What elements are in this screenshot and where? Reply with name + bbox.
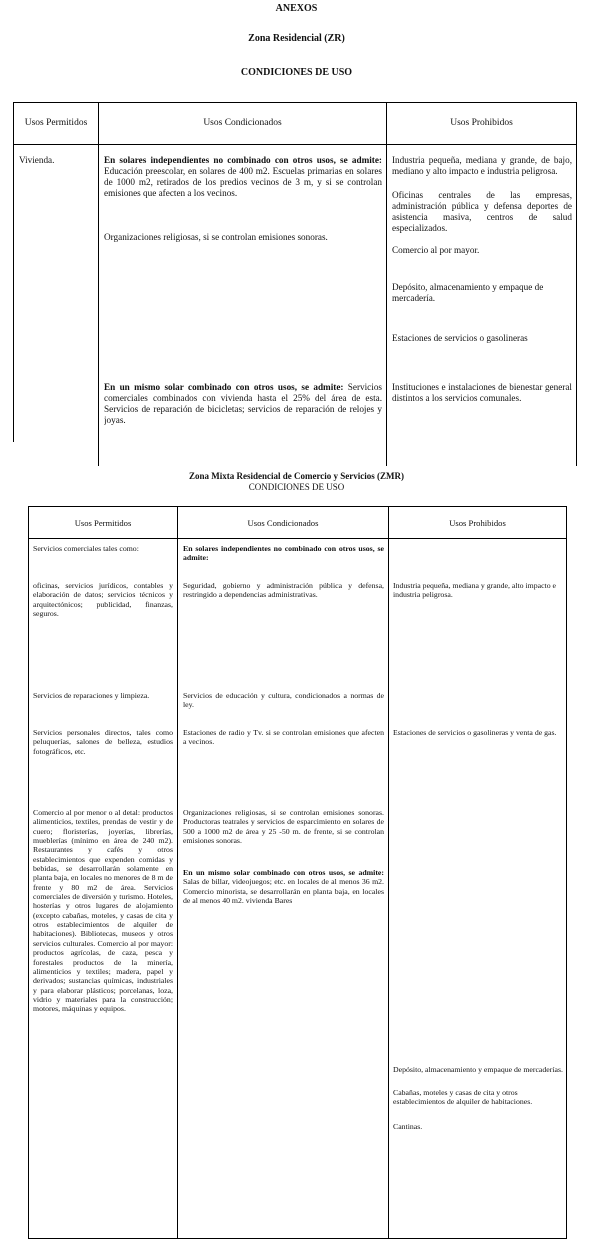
- conditions-title-1: CONDICIONES DE USO: [240, 67, 353, 78]
- header-conditioned-2: Usos Condicionados: [247, 518, 319, 528]
- permitted-item: Comercio al por menor o al detal: productos alimenticios, textiles, prendas de vestir y de cuero; floristerías, joyerías, librerías, mueblerías (mínimo en área de 240 m2). Restaurantes y cafés y otros establecimientos que expenden comidas y bebidas, se desarrollarán solamente en planta baja, en locales no menores de 8 m de frente y 80 m2 de área. Servicios comerciales de diversión y turismo. Hoteles, hosterías y otros lugares de alojamiento (excepto cabañas, moteles, y casas de cita y otros establecimientos de alquiler de habitaciones). Bibliotecas, museos y otros servicios culturales. Comercio al por mayor: productos agrícolas, de caza, pesca y forestales productos de la minería, alimenticios y textiles; madera, papel y derivados; sustancias químicas, industriales y para elaborar plásticos; porcelanas, loza, vidrio y materiales para la construcción; motores, máquinas y equipos.: [33, 808, 173, 1014]
- zone-title-zmr: Zona Mixta Residencial de Comercio y Servicios (ZMR): [188, 471, 405, 481]
- prohibited-item: Industria pequeña, mediana y grande, de bajo, mediano y alto impacto e industria peligrosa.: [392, 155, 572, 177]
- prohibited-item: Comercio al por mayor.: [392, 245, 480, 255]
- conditioned-item: Estaciones de radio y Tv. si se controlan emisiones que afecten a vecinos.: [183, 728, 384, 747]
- prohibited-item: Cantinas.: [393, 1122, 423, 1131]
- header-prohibited-2: Usos Prohibidos: [449, 518, 506, 528]
- prohibited-item: Instituciones e instalaciones de bienestar general distintos a los servicios comunales.: [392, 382, 572, 404]
- permitted-item: Servicios de reparaciones y limpieza.: [33, 691, 150, 700]
- conditioned-item: Organizaciones religiosas, si se controlan emisiones sonoras.: [104, 232, 328, 242]
- permitted-item: Servicios comerciales tales como:: [33, 544, 139, 553]
- conditions-title-2: CONDICIONES DE USO: [248, 482, 345, 492]
- conditioned-item: En solares independientes no combinado con otros usos, se admite: Educación preescolar, en solares de 400 m2. Escuelas primarias en solares de 1000 m2, retirados de los predios vecinos de 3 m, y si se controlan emisiones que afecten a los vecinos.: [104, 155, 382, 199]
- prohibited-item: Oficinas centrales de las empresas, administración pública y defensa deportes de asistencia masiva, centros de salud especializados.: [392, 190, 572, 234]
- conditioned-item: Seguridad, gobierno y administración pública y defensa, restringido a dependencias administrativas.: [183, 581, 384, 600]
- conditioned-item: En solares independientes no combinado con otros usos, se admite:: [183, 544, 384, 563]
- prohibited-item: Depósito, almacenamiento y empaque de mercadería.: [392, 282, 544, 304]
- permitted-item: Servicios personales directos, tales como peluquerías, salones de belleza, estudios fotográficos, etc.: [33, 728, 173, 756]
- conditioned-item: En un mismo solar combinado con otros usos, se admite: Servicios comerciales combinados con vivienda hasta el 25% del área de esta. Servicios de reparación de bicicletas; servicios de reparación de relojes y joyas.: [104, 382, 382, 426]
- prohibited-item: Cabañas, moteles y casas de cita y otros establecimientos de alquiler de habitaciones.: [393, 1088, 533, 1107]
- prohibited-item: Depósito, almacenamiento y empaque de mercaderías.: [393, 1065, 563, 1074]
- prohibited-item: Industria pequeña, mediana y grande, alto impacto e industria peligrosa.: [393, 581, 557, 600]
- header-prohibited: Usos Prohibidos: [450, 118, 513, 128]
- header-permitted: Usos Permitidos: [24, 118, 88, 128]
- conditioned-item: Servicios de educación y cultura, condicionados a normas de ley.: [183, 691, 384, 710]
- prohibited-item: Estaciones de servicios o gasolineras y venta de gas.: [393, 728, 557, 737]
- prohibited-item: Estaciones de servicios o gasolineras: [392, 333, 528, 343]
- conditioned-item: En un mismo solar combinado con otros usos, se admite: Salas de billar, videojuegos; etc. en locales de al menos 36 m2. Comercio minorista, se desarrollarán en planta baja, en locales de al menos 40 m2. vivienda Bares: [183, 868, 384, 906]
- permitted-item: oficinas, servicios jurídicos, contables y elaboración de datos; servicios técnicos y arquitectónicos; publicidad, finanzas, seguros.: [33, 581, 173, 619]
- permitted-cell: Vivienda.: [19, 155, 55, 165]
- annex-title: ANEXOS: [275, 3, 318, 14]
- zone-title-zr: Zona Residencial (ZR): [248, 33, 345, 44]
- header-permitted-2: Usos Permitidos: [74, 518, 132, 528]
- conditioned-item: Organizaciones religiosas, si se controlan emisiones sonoras. Productoras teatrales y servicios de esparcimiento en solares de 500 a 1000 m2 de área y 25 -50 m. de frente, si se controlan emisiones sonoras.: [183, 808, 384, 846]
- header-conditioned: Usos Condicionados: [203, 118, 282, 128]
